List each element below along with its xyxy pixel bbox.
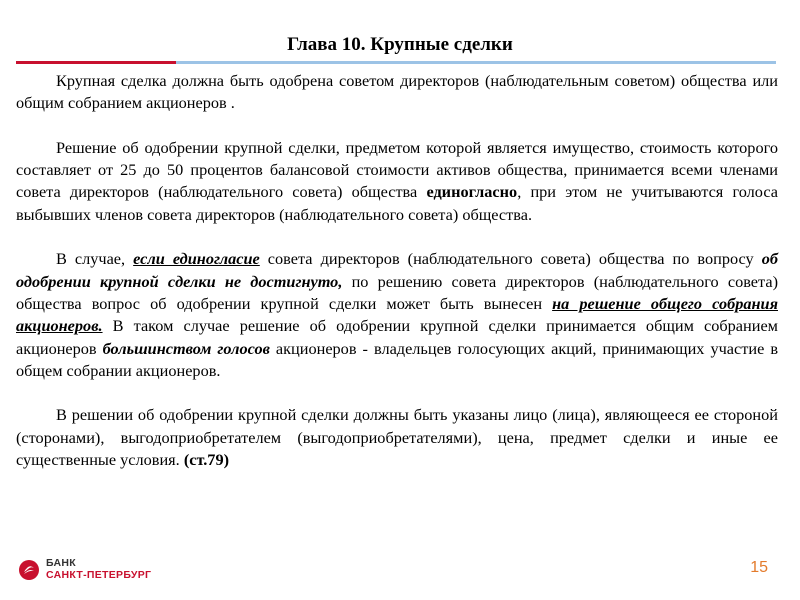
paragraph-4 [16,404,778,471]
title-rule-blue [176,61,776,64]
bank-logo-line1: БАНК [46,557,76,569]
paragraph-3-emphasis-1: если единогласие [133,249,260,269]
slide-title: Глава 10. Крупные сделки [287,34,513,55]
paragraph-4-text: В решении об одобрении крупной сделки должны быть указаны лицо (лица), являющееся ее стороной (сторонами), выгодоприобретателем (выгодоприобретателями), цена, предмет сделки и иные ее существенные условия. [16,405,778,470]
bank-logo-text [46,557,151,581]
paragraph-1 [16,70,778,115]
paragraph-2 [16,137,778,226]
paragraph-3-emphasis-2: об одобрении крупной сделки не достигнуто, [16,249,778,291]
paragraph-3-text-b: совета директоров (наблюдательного совета) общества по вопросу [259,249,762,269]
paragraph-3-emphasis-4: большинством голосов [102,338,270,358]
paragraph-2-bold: единогласно [426,182,518,202]
paragraph-4-article-ref: (ст.79) [183,450,230,470]
bank-logo [18,557,178,585]
paragraph-3-text-e: акционеров - владельцев голосующих акций, принимающих участие в общем собрании акционеров. [16,338,779,380]
paragraph-1-text: Крупная сделка должна быть одобрена советом директоров (наблюдательным советом) общества или общим собранием акционеров . [16,71,778,113]
title-rule-red [16,61,176,64]
paragraph-2-text-b: , при этом не учитываются голоса выбывших членов совета директоров (наблюдательного совета) общества. [16,182,778,224]
bank-logo-icon [18,559,40,581]
paragraph-3-text-a: В случае, [56,249,134,269]
paragraph-2-text-a: Решение об одобрении крупной сделки, предметом которой является имущество, стоимость которого составляет от 25 до 50 процентов балансовой стоимости активов общества, принимается всеми членами совета директоров (наблюдательного совета) общества [16,137,778,202]
page-number: 15 [750,559,768,576]
paragraph-3 [16,248,778,382]
paragraph-3-text-d: В таком случае решение об одобрении крупной сделки принимается общим собранием акционеров [16,316,778,358]
bank-logo-line2: САНКТ-ПЕТЕРБУРГ [46,569,152,581]
slide-body [16,70,778,471]
paragraph-3-text-c: по решению совета директоров (наблюдательного совета) общества вопрос об одобрении крупной сделки может быть вынесен [16,271,778,313]
paragraph-3-emphasis-3: на решение общего собрания акционеров. [16,293,778,336]
